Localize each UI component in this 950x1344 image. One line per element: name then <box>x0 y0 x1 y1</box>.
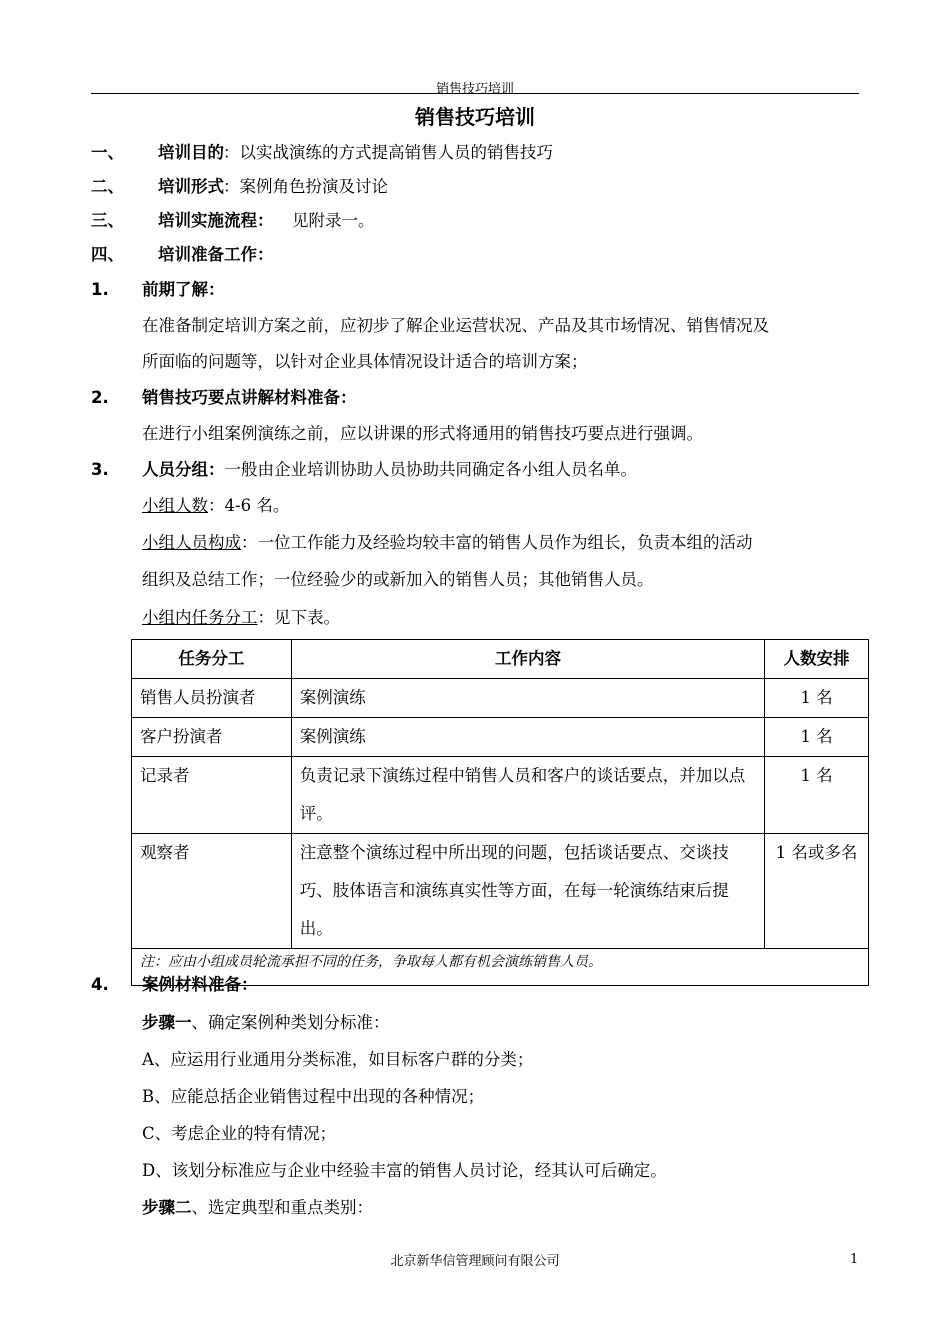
section-number: 四、 <box>91 245 124 264</box>
section-number: 二、 <box>91 177 124 196</box>
item-2-label: 销售技巧要点讲解材料准备： <box>142 388 357 407</box>
step-2-label: 步骤二 <box>142 1198 192 1217</box>
table-cell-count: 1 名或多名 <box>765 834 869 949</box>
section-1 <box>91 141 224 165</box>
table-header-cell: 任务分工 <box>132 640 292 679</box>
group-composition-label: 小组人员构成 <box>142 533 241 552</box>
table-note: 注：应由小组成员轮流承担不同的任务，争取每人都有机会演练销售人员。 <box>132 949 869 986</box>
table-cell-count: 1 名 <box>765 718 869 757</box>
table-row <box>132 679 869 718</box>
section-label: 培训目的 <box>158 143 224 162</box>
criterion-b: B、应能总括企业销售过程中出现的各种情况； <box>142 1087 485 1106</box>
document-title: 销售技巧培训 <box>415 105 535 129</box>
table-row <box>132 834 869 949</box>
table-header-row <box>132 640 869 679</box>
item-3-text: 一般由企业培训协助人员协助共同确定各小组人员名单。 <box>224 460 637 479</box>
table-cell-count: 1 名 <box>765 679 869 718</box>
group-composition-line <box>142 531 753 555</box>
step-2-line <box>142 1196 373 1220</box>
table-row <box>132 718 869 757</box>
table-cell-content: 注意整个演练过程中所出现的问题，包括谈话要点、交谈技巧、肢体语言和演练真实性等方面，在每一轮演练结束后提出。 <box>291 834 764 949</box>
criterion-a: A、应运用行业通用分类标准，如目标客户群的分类； <box>142 1050 534 1069</box>
section-3 <box>91 209 274 233</box>
item-3-line <box>142 458 637 482</box>
table-header-cell: 工作内容 <box>291 640 764 679</box>
section-1-text: ：以实战演练的方式提高销售人员的销售技巧 <box>223 143 553 162</box>
group-size-text: ：4-6 名。 <box>208 496 290 515</box>
item-1-label: 前期了解： <box>142 280 225 299</box>
page-number: 1 <box>850 1252 859 1267</box>
section-number: 一、 <box>91 143 124 162</box>
item-2-number: 2. <box>91 388 109 407</box>
item-1-line2: 所面临的问题等，以针对企业具体情况设计适合的培训方案； <box>142 352 588 371</box>
item-3-number: 3. <box>91 460 109 479</box>
group-task-text: ：见下表。 <box>257 608 340 627</box>
item-2-line1: 在进行小组案例演练之前，应以讲课的形式将通用的销售技巧要点进行强调。 <box>142 424 703 443</box>
criterion-d: D、该划分标准应与企业中经验丰富的销售人员讨论，经其认可后确定。 <box>142 1161 667 1180</box>
section-label: 培训实施流程： <box>158 211 274 230</box>
group-size-line <box>142 494 289 518</box>
table-cell-content: 案例演练 <box>291 679 764 718</box>
item-1-number: 1. <box>91 280 109 299</box>
table-cell-content: 案例演练 <box>291 718 764 757</box>
step-1-label: 步骤一 <box>142 1013 192 1032</box>
table-cell-count: 1 名 <box>765 757 869 834</box>
table-cell-role: 销售人员扮演者 <box>132 679 292 718</box>
step-1-text: 、确定案例种类划分标准： <box>191 1013 390 1032</box>
section-2 <box>91 175 224 199</box>
section-number: 三、 <box>91 211 124 230</box>
criterion-c: C、考虑企业的特有情况； <box>142 1124 337 1143</box>
item-4-number: 4. <box>91 975 109 994</box>
table-cell-role: 记录者 <box>132 757 292 834</box>
item-3-label: 人员分组： <box>142 460 225 479</box>
table-header-cell: 人数安排 <box>765 640 869 679</box>
footer-company: 北京新华信管理顾问有限公司 <box>390 1254 560 1269</box>
section-4 <box>91 243 274 267</box>
section-2-text: ：案例角色扮演及讨论 <box>223 177 388 196</box>
task-table <box>131 639 869 986</box>
table-cell-content: 负责记录下演练过程中销售人员和客户的谈话要点，并加以点评。 <box>291 757 764 834</box>
group-composition-text: ：一位工作能力及经验均较丰富的销售人员作为组长，负责本组的活动 <box>241 533 753 552</box>
group-task-label: 小组内任务分工 <box>142 608 258 627</box>
group-task-line <box>142 606 340 630</box>
step-2-text: 、选定典型和重点类别： <box>191 1198 373 1217</box>
page-header: 销售技巧培训 <box>435 82 514 97</box>
section-label: 培训形式 <box>158 177 224 196</box>
item-1-line1: 在准备制定培训方案之前，应初步了解企业运营状况、产品及其市场情况、销售情况及 <box>142 316 769 335</box>
table-row <box>132 757 869 834</box>
group-size-label: 小组人数 <box>142 496 208 515</box>
group-composition-line2: 组织及总结工作；一位经验少的或新加入的销售人员；其他销售人员。 <box>142 570 654 589</box>
section-3-text: 见附录一。 <box>292 211 375 230</box>
section-label: 培训准备工作： <box>158 245 274 264</box>
step-1-line <box>142 1011 390 1035</box>
table-cell-role: 观察者 <box>132 834 292 949</box>
table-cell-role: 客户扮演者 <box>132 718 292 757</box>
item-4-label: 案例材料准备： <box>142 975 258 994</box>
header-divider <box>91 93 859 94</box>
